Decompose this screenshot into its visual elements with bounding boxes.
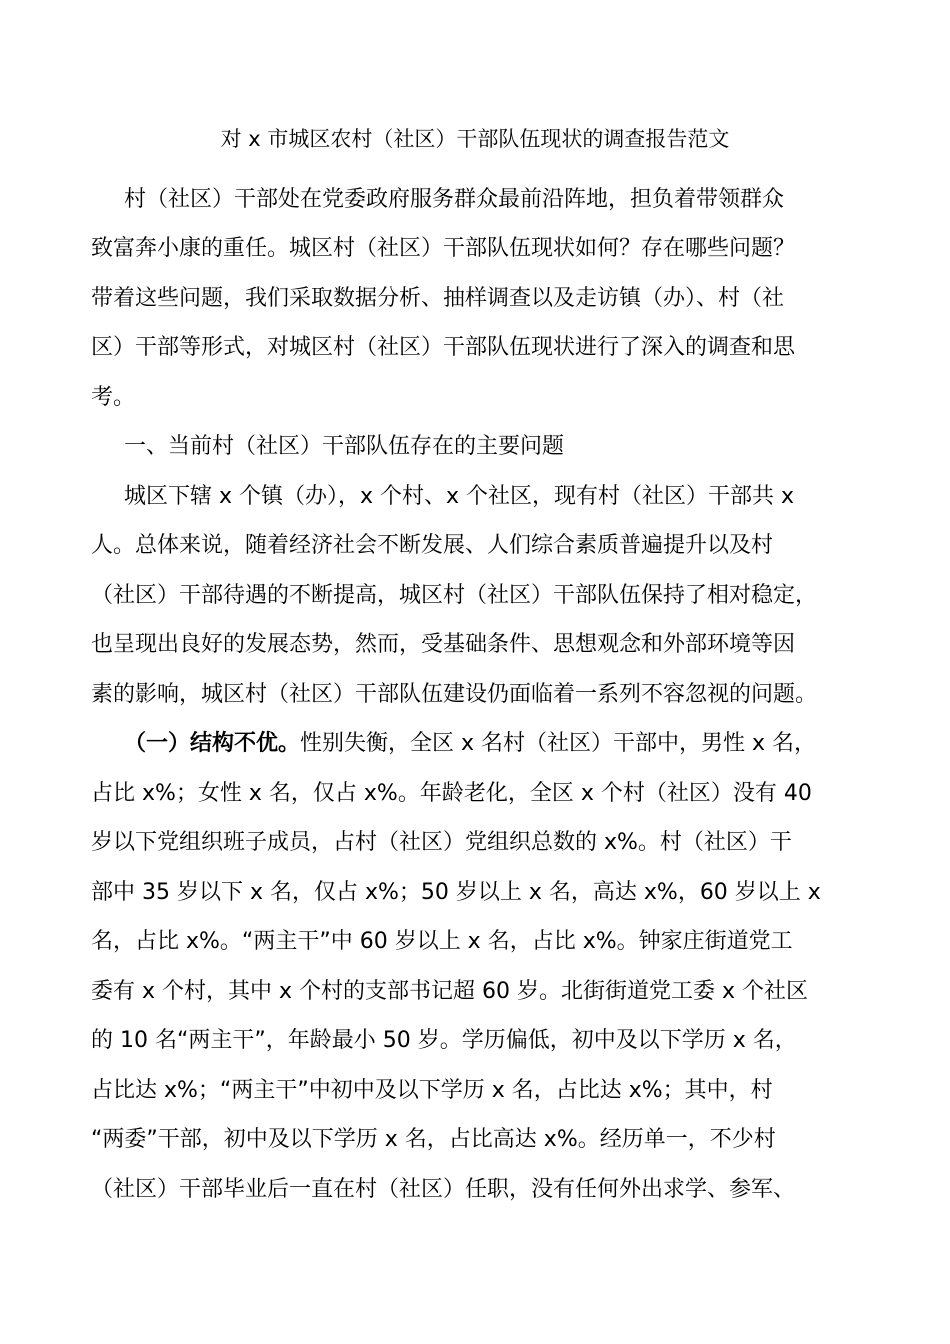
paragraph-line: 的 10 名“两主干”，年龄最小 50 岁。学历偏低，初中及以下学历 x 名，	[91, 1028, 797, 1053]
paragraph-line: 区）干部等形式，对城区村（社区）干部队伍现状进行了深入的调查和思	[91, 335, 796, 360]
paragraph-line: 委有 x 个村，其中 x 个村的支部书记超 60 岁。北街街道党工委 x 个社区	[91, 979, 809, 1004]
paragraph-line: 占比达 x%；“两主干”中初中及以下学历 x 名，占比达 x%；其中，村	[91, 1078, 773, 1103]
paragraph-line: 考。	[91, 385, 136, 410]
document-title: 对 x 市城区农村（社区）干部队伍现状的调查报告范文	[220, 127, 730, 151]
paragraph-line: 岁以下党组织班子成员，占村（社区）党组织总数的 x%。村（社区）干	[91, 830, 792, 855]
paragraph-line: “两委”干部，初中及以下学历 x 名，占比高达 x%。经历单一，不少村	[91, 1127, 776, 1152]
subsection-paragraph-line	[124, 728, 816, 760]
paragraph-line: 部中 35 岁以下 x 名，仅占 x%；50 岁以上 x 名，高达 x%，60 岁以上 x	[91, 880, 821, 905]
paragraph-line: 村（社区）干部处在党委政府服务群众最前沿阵地，担负着带领群众	[124, 187, 785, 212]
subsection-heading: （一）结构不优。	[124, 731, 301, 756]
paragraph-line: （社区）干部待遇的不断提高，城区村（社区）干部队伍保持了相对稳定，	[91, 583, 818, 608]
paragraph-line: 人。总体来说，随着经济社会不断发展、人们综合素质普遍提升以及村	[91, 533, 774, 558]
paragraph-line: 占比 x%；女性 x 名，仅占 x%。年龄老化，全区 x 个村（社区）没有 40	[91, 781, 812, 806]
paragraph-line: 致富奔小康的重任。城区村（社区）干部队伍现状如何？存在哪些问题？	[91, 236, 796, 261]
paragraph-line: 带着这些问题，我们采取数据分析、抽样调查以及走访镇（办）、村（社	[91, 286, 785, 311]
paragraph-line: 城区下辖 x 个镇（办），x 个村、x 个社区，现有村（社区）干部共 x	[124, 484, 795, 509]
section-heading: 一、当前村（社区）干部队伍存在的主要问题	[124, 434, 565, 459]
paragraph-line: 也呈现出良好的发展态势，然而，受基础条件、思想观念和外部环境等因	[91, 632, 796, 657]
paragraph-line: （社区）干部毕业后一直在村（社区）任职，没有任何外出求学、参军、	[91, 1177, 796, 1202]
paragraph-line: 素的影响，城区村（社区）干部队伍建设仍面临着一系列不容忽视的问题。	[91, 682, 818, 707]
paragraph-line: 名，占比 x%。“两主干”中 60 岁以上 x 名，占比 x%。钟家庄街道党工	[91, 929, 793, 954]
paragraph-text: 性别失衡，全区 x 名村（社区）干部中，男性 x 名，	[300, 731, 817, 756]
